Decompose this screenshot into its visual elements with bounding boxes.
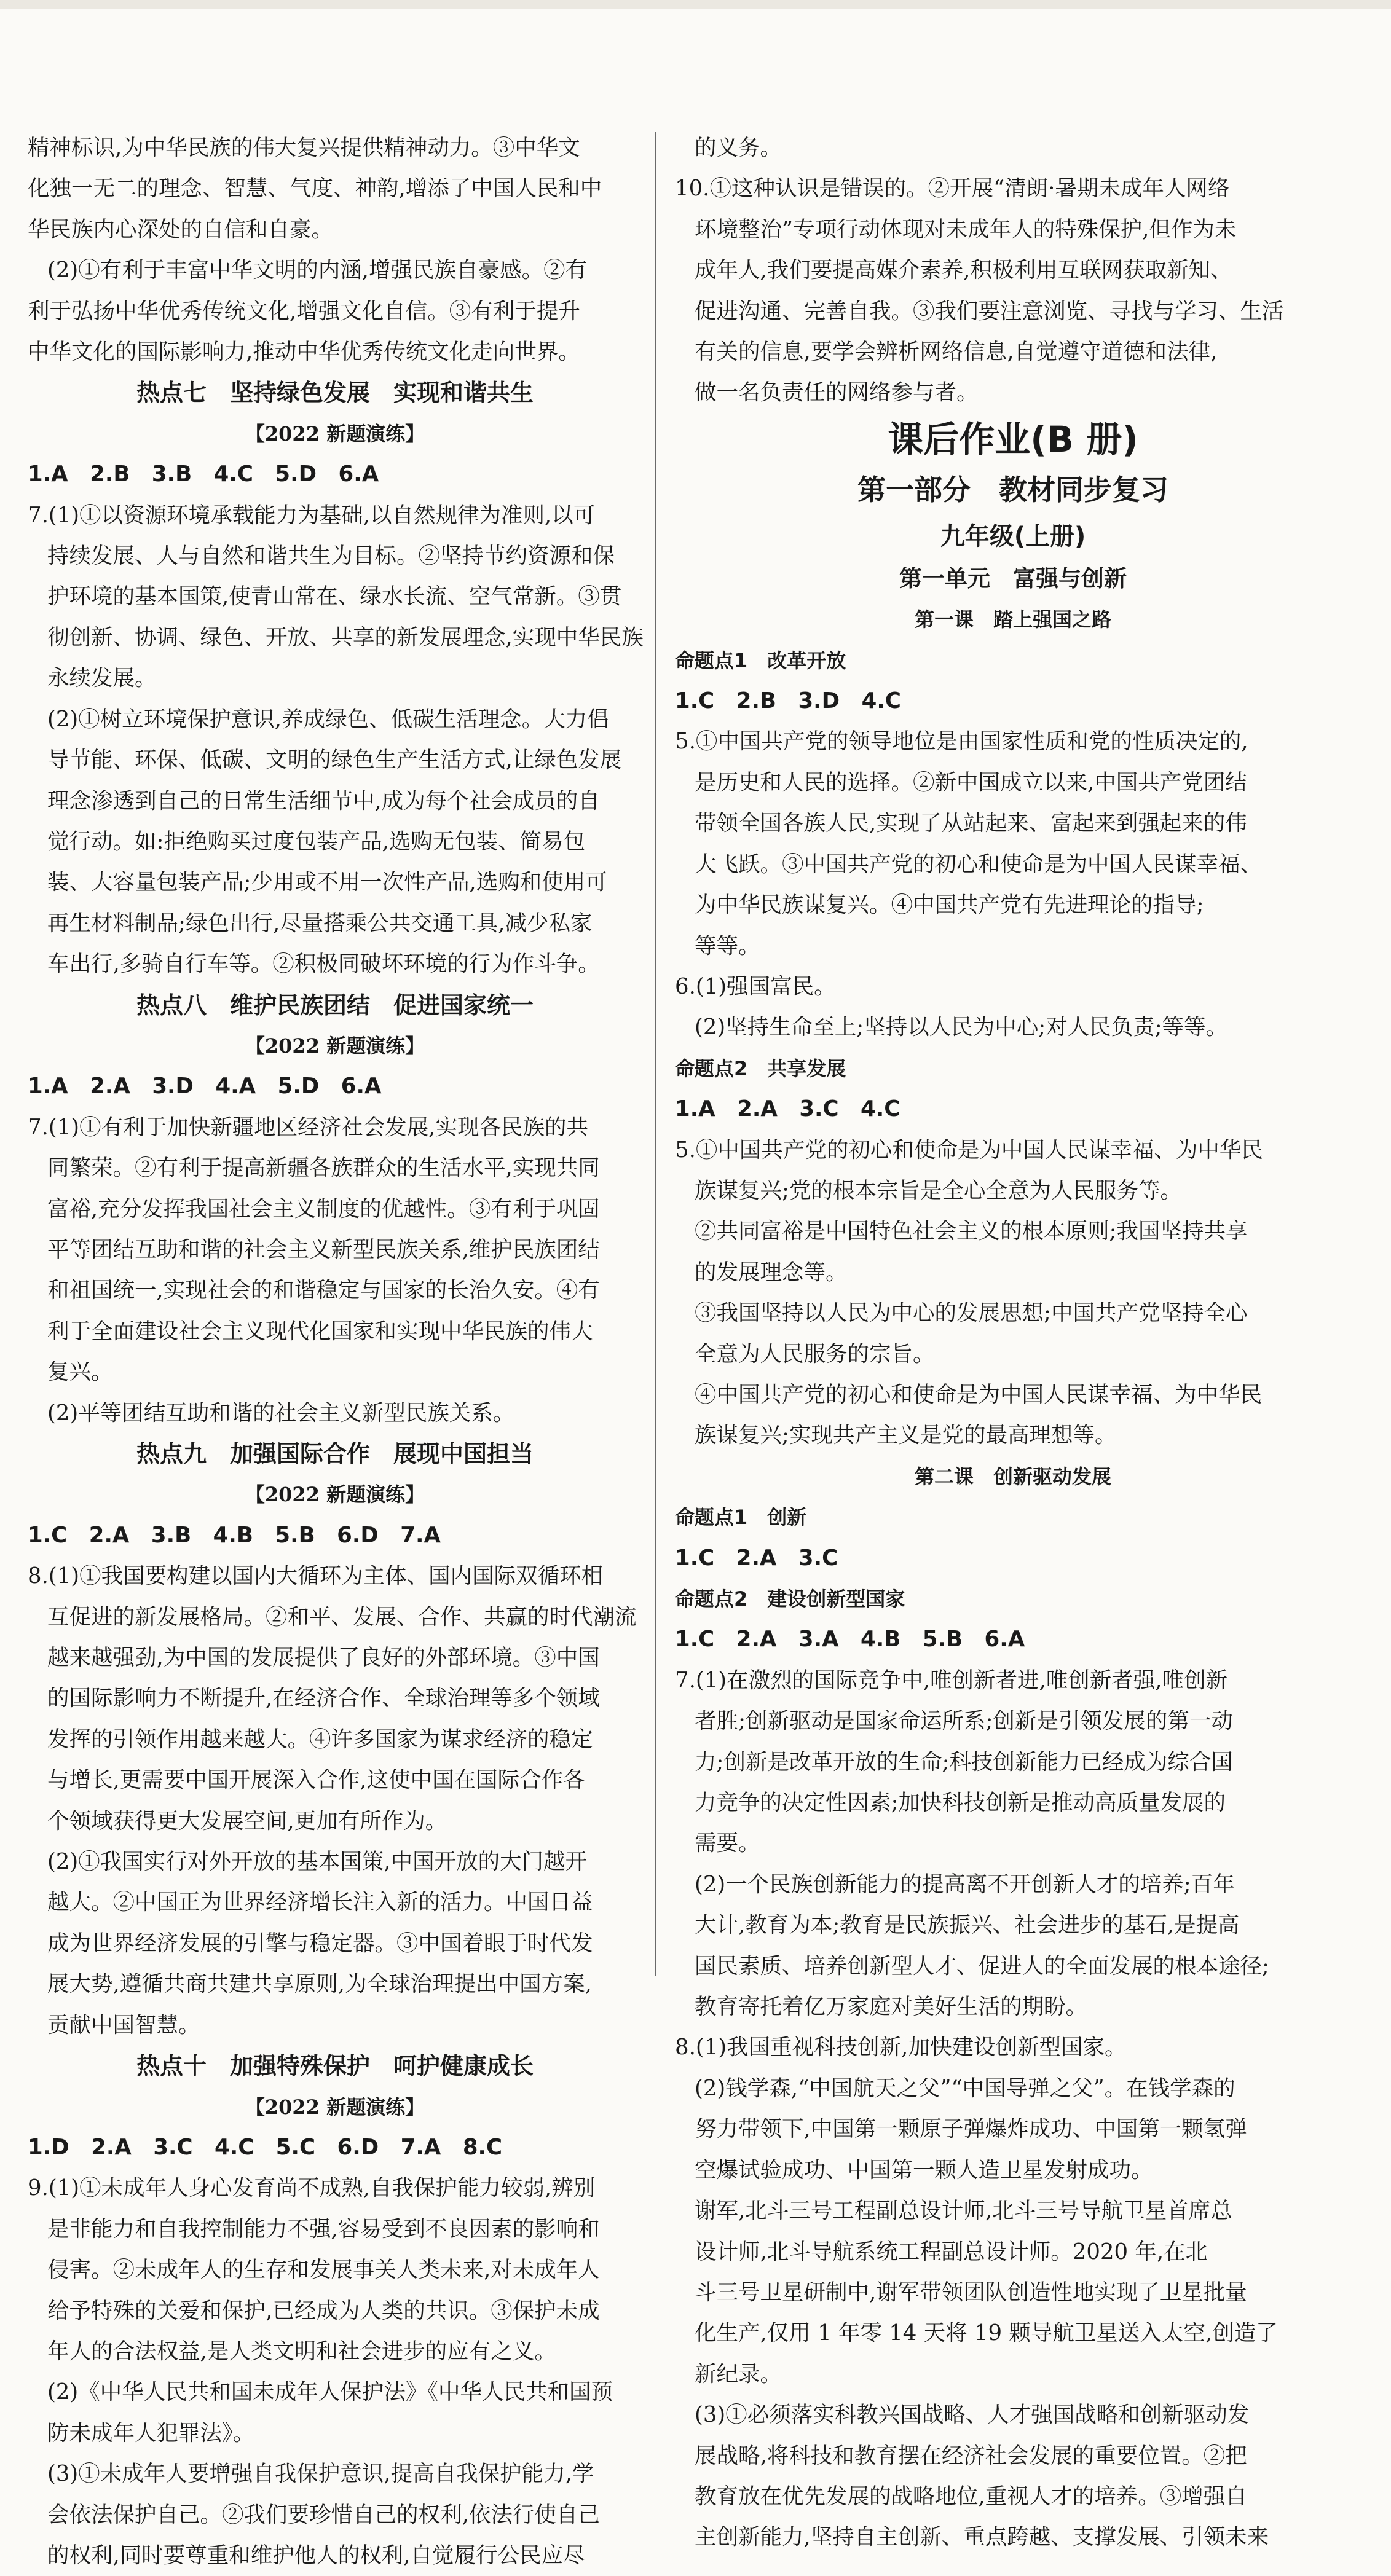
text-line: 国民素质、培养创新型人才、促进人的全面发展的根本途径; bbox=[695, 1953, 1269, 1979]
text-line: 斗三号卫星研制中,谢军带领团队创造性地实现了卫星批量 bbox=[695, 2279, 1247, 2305]
answer-key-line: 1.A 2.B 3.B 4.C 5.D 6.A bbox=[28, 461, 379, 487]
unit-heading: 第一单元 富强与创新 bbox=[899, 565, 1127, 592]
text-line: 中华文化的国际影响力,推动中华优秀传统文化走向世界。 bbox=[28, 339, 580, 365]
topic-point-heading: 命题点2 建设创新型国家 bbox=[675, 1587, 905, 1611]
text-line: 7.(1)在激烈的国际竞争中,唯创新者进,唯创新者强,唯创新 bbox=[675, 1667, 1228, 1693]
text-line: 需要。 bbox=[695, 1831, 760, 1856]
text-line: 越大。②中国正为世界经济增长注入新的活力。中国日益 bbox=[47, 1890, 593, 1915]
answer-key-line: 1.C 2.B 3.D 4.C bbox=[675, 688, 901, 714]
text-line: 是历史和人民的选择。②新中国成立以来,中国共产党团结 bbox=[695, 769, 1247, 795]
text-line: ②共同富裕是中国特色社会主义的根本原则;我国坚持共享 bbox=[695, 1219, 1248, 1244]
text-line: 8.(1)我国重视科技创新,加快建设创新型国家。 bbox=[675, 2035, 1127, 2060]
drill-label: 【2022 新题演练】 bbox=[245, 422, 425, 446]
text-line: ④中国共产党的初心和使命是为中国人民谋幸福、为中华民 bbox=[695, 1381, 1263, 1407]
text-line: 成为世界经济发展的引擎与稳定器。③中国着眼于时代发 bbox=[47, 1930, 593, 1956]
text-line: 会依法保护自己。②我们要珍惜自己的权利,依法行使自己 bbox=[47, 2502, 600, 2527]
text-line: 的义务。 bbox=[695, 135, 782, 160]
text-line: 成年人,我们要提高媒介素养,积极利用互联网获取新知、 bbox=[695, 257, 1232, 283]
text-line: 展大势,遵循共商共建共享原则,为全球治理提出中国方案, bbox=[47, 1971, 592, 1997]
text-line: 持续发展、人与自然和谐共生为目标。②坚持节约资源和保 bbox=[47, 543, 615, 569]
text-line: (2)平等团结互助和谐的社会主义新型民族关系。 bbox=[47, 1400, 515, 1426]
text-line: 导节能、环保、低碳、文明的绿色生产生活方式,让绿色发展 bbox=[47, 747, 622, 773]
text-line: 9.(1)①未成年人身心发育尚不成熟,自我保护能力较弱,辨别 bbox=[28, 2175, 596, 2201]
text-line: 富裕,充分发挥我国社会主义制度的优越性。③有利于巩固 bbox=[47, 1196, 600, 1222]
right-column bbox=[675, 128, 1351, 2558]
text-line: 利于全面建设社会主义现代化国家和实现中华民族的伟大 bbox=[47, 1318, 593, 1344]
answer-key-line: 1.D 2.A 3.C 4.C 5.C 6.D 7.A 8.C bbox=[28, 2134, 503, 2160]
lesson-heading: 第一课 踏上强国之路 bbox=[914, 608, 1111, 632]
text-line: 发挥的引领作用越来越大。④许多国家为谋求经济的稳定 bbox=[47, 1726, 593, 1752]
text-line: 空爆试验成功、中国第一颗人造卫星发射成功。 bbox=[695, 2157, 1153, 2183]
text-line: 谢军,北斗三号工程副总设计师,北斗三号导航卫星首席总 bbox=[695, 2198, 1232, 2224]
book-title: 课后作业(B 册) bbox=[888, 418, 1138, 460]
text-line: 大飞跃。③中国共产党的初心和使命是为中国人民谋幸福、 bbox=[695, 851, 1263, 877]
answer-key-line: 1.C 2.A 3.C bbox=[675, 1545, 838, 1571]
text-line: 化生产,仅用 1 年零 14 天将 19 颗导航卫星送入太空,创造了 bbox=[695, 2320, 1278, 2346]
text-line: 族谋复兴;党的根本宗旨是全心全意为人民服务等。 bbox=[695, 1177, 1182, 1203]
drill-label: 【2022 新题演练】 bbox=[245, 1034, 425, 1058]
text-line: 觉行动。如:拒绝购买过度包装产品,选购无包装、简易包 bbox=[47, 828, 586, 854]
text-line: 护环境的基本国策,使青山常在、绿水长流、空气常新。③贯 bbox=[47, 584, 622, 610]
lesson-heading: 第二课 创新驱动发展 bbox=[914, 1464, 1111, 1488]
column-divider bbox=[655, 132, 656, 1976]
text-line: 精神标识,为中华民族的伟大复兴提供精神动力。③中华文 bbox=[28, 135, 580, 160]
text-line: 个领域获得更大发展空间,更加有所作为。 bbox=[47, 1808, 447, 1834]
text-line: (3)①必须落实科教兴国战略、人才强国战略和创新驱动发 bbox=[695, 2402, 1250, 2428]
text-line: 与增长,更需要中国开展深入合作,这使中国在国际合作各 bbox=[47, 1767, 585, 1793]
text-line: 促进沟通、完善自我。③我们要注意浏览、寻找与学习、生活 bbox=[695, 298, 1284, 324]
text-line: 10.①这种认识是错误的。②开展“清朗·暑期未成年人网络 bbox=[675, 176, 1230, 202]
text-line: 环境整治”专项行动体现对未成年人的特殊保护,但作为未 bbox=[695, 216, 1237, 242]
text-line: 平等团结互助和谐的社会主义新型民族关系,维护民族团结 bbox=[47, 1236, 600, 1262]
text-line: 展战略,将科技和教育摆在经济社会发展的重要位置。②把 bbox=[695, 2443, 1247, 2468]
hotspot-heading: 热点九 加强国际合作 展现中国担当 bbox=[136, 1440, 534, 1467]
text-line: 贡献中国智慧。 bbox=[47, 2012, 200, 2038]
text-line: 化独一无二的理念、智慧、气度、神韵,增添了中国人民和中 bbox=[28, 176, 602, 202]
text-line: 再生材料制品;绿色出行,尽量搭乘公共交通工具,减少私家 bbox=[47, 910, 593, 936]
text-line: 的权利,同时要尊重和维护他人的权利,自觉履行公民应尽 bbox=[47, 2542, 585, 2568]
answer-key-line: 1.C 2.A 3.B 4.B 5.B 6.D 7.A bbox=[28, 1522, 441, 1548]
text-line: 越来越强劲,为中国的发展提供了良好的外部环境。③中国 bbox=[47, 1645, 600, 1671]
text-line: 互促进的新发展格局。②和平、发展、合作、共赢的时代潮流 bbox=[47, 1604, 637, 1630]
text-line: 努力带领下,中国第一颗原子弹爆炸成功、中国第一颗氢弹 bbox=[695, 2116, 1247, 2142]
drill-label: 【2022 新题演练】 bbox=[245, 1483, 425, 1507]
text-line: 同繁荣。②有利于提高新疆各族群众的生活水平,实现共同 bbox=[47, 1155, 600, 1181]
text-line: 防未成年人犯罪法》。 bbox=[47, 2420, 255, 2446]
text-line: 理念渗透到自己的日常生活细节中,成为每个社会成员的自 bbox=[47, 788, 600, 814]
grade-heading: 九年级(上册) bbox=[940, 522, 1086, 551]
text-line: (2)①我国实行对外开放的基本国策,中国开放的大门越开 bbox=[47, 1849, 588, 1875]
text-line: 5.①中国共产党的初心和使命是为中国人民谋幸福、为中华民 bbox=[675, 1137, 1263, 1163]
text-line: (2)①树立环境保护意识,养成绿色、低碳生活理念。大力倡 bbox=[47, 706, 609, 732]
text-line: 新纪录。 bbox=[695, 2361, 782, 2387]
text-line: 力;创新是改革开放的生命;科技创新能力已经成为综合国 bbox=[695, 1749, 1233, 1775]
text-line: 5.①中国共产党的领导地位是由国家性质和党的性质决定的, bbox=[675, 729, 1248, 755]
text-line: 8.(1)①我国要构建以国内大循环为主体、国内国际双循环相 bbox=[28, 1563, 604, 1589]
text-line: (3)①未成年人要增强自我保护意识,提高自我保护能力,学 bbox=[47, 2461, 594, 2487]
text-line: 彻创新、协调、绿色、开放、共享的新发展理念,实现中华民族 bbox=[47, 624, 644, 650]
part-heading: 第一部分 教材同步复习 bbox=[857, 473, 1168, 506]
text-line: 大计,教育为本;教育是民族振兴、社会进步的基石,是提高 bbox=[695, 1912, 1240, 1938]
answer-key-line: 1.C 2.A 3.A 4.B 5.B 6.A bbox=[675, 1627, 1025, 1652]
drill-label: 【2022 新题演练】 bbox=[245, 2095, 425, 2119]
topic-point-heading: 命题点1 创新 bbox=[675, 1506, 807, 1530]
text-line: 设计师,北斗导航系统工程副总设计师。2020 年,在北 bbox=[695, 2239, 1208, 2264]
text-line: 有关的信息,要学会辨析网络信息,自觉遵守道德和法律, bbox=[695, 339, 1218, 365]
text-line: 族谋复兴;实现共产主义是党的最高理想等。 bbox=[695, 1423, 1117, 1448]
text-line: 力竞争的决定性因素;加快科技创新是推动高质量发展的 bbox=[695, 1790, 1226, 1816]
text-line: 侵害。②未成年人的生存和发展事关人类未来,对未成年人 bbox=[47, 2257, 600, 2283]
text-line: 华民族内心深处的自信和自豪。 bbox=[28, 216, 334, 242]
text-line: 的发展理念等。 bbox=[695, 1259, 848, 1285]
text-line: 6.(1)强国富民。 bbox=[675, 973, 836, 999]
text-line: (2)一个民族创新能力的提高离不开创新人才的培养;百年 bbox=[695, 1871, 1235, 1897]
text-line: 装、大容量包装产品;少用或不用一次性产品,选购和使用可 bbox=[47, 870, 607, 895]
text-line: 利于弘扬中华优秀传统文化,增强文化自信。③有利于提升 bbox=[28, 298, 580, 324]
text-line: 和祖国统一,实现社会的和谐稳定与国家的长治久安。④有 bbox=[47, 1278, 600, 1303]
text-line: 为中华民族谋复兴。④中国共产党有先进理论的指导; bbox=[695, 892, 1204, 918]
hotspot-heading: 热点七 坚持绿色发展 实现和谐共生 bbox=[136, 379, 534, 407]
left-column bbox=[28, 128, 642, 2576]
text-line: 永续发展。 bbox=[47, 666, 157, 691]
text-line: 做一名负责任的网络参与者。 bbox=[695, 380, 979, 406]
page-top-edge bbox=[0, 0, 1391, 9]
text-line: 是非能力和自我控制能力不强,容易受到不良因素的影响和 bbox=[47, 2216, 600, 2242]
text-line: (2)钱学森,“中国航天之父”“中国导弹之父”。在钱学森的 bbox=[695, 2075, 1235, 2101]
text-line: (2)①有利于丰富中华文明的内涵,增强民族自豪感。②有 bbox=[47, 257, 588, 283]
hotspot-heading: 热点十 加强特殊保护 呵护健康成长 bbox=[136, 2052, 534, 2080]
text-line: (2)《中华人民共和国未成年人保护法》《中华人民共和国预 bbox=[47, 2379, 613, 2405]
text-line: 7.(1)①以资源环境承载能力为基础,以自然规律为准则,以可 bbox=[28, 502, 596, 528]
text-line: (2)坚持生命至上;坚持以人民为中心;对人民负责;等等。 bbox=[695, 1015, 1228, 1040]
text-line: 等等。 bbox=[695, 933, 760, 959]
text-line: 者胜;创新驱动是国家命运所系;创新是引领发展的第一动 bbox=[695, 1708, 1233, 1734]
text-line: 给予特殊的关爱和保护,已经成为人类的共识。③保护未成 bbox=[47, 2298, 600, 2323]
text-line: 7.(1)①有利于加快新疆地区经济社会发展,实现各民族的共 bbox=[28, 1114, 588, 1140]
topic-point-heading: 命题点1 改革开放 bbox=[675, 648, 846, 672]
text-line: 复兴。 bbox=[47, 1359, 113, 1385]
topic-point-heading: 命题点2 共享发展 bbox=[675, 1056, 846, 1080]
text-line: 主创新能力,坚持自主创新、重点跨越、支撑发展、引领未来 bbox=[695, 2524, 1269, 2550]
text-line: 全意为人民服务的宗旨。 bbox=[695, 1341, 935, 1367]
text-line: 带领全国各族人民,实现了从站起来、富起来到强起来的伟 bbox=[695, 811, 1247, 836]
answer-key-line: 1.A 2.A 3.D 4.A 5.D 6.A bbox=[28, 1074, 382, 1099]
text-line: ③我国坚持以人民为中心的发展思想;中国共产党坚持全心 bbox=[695, 1300, 1248, 1326]
text-line: 车出行,多骑自行车等。②积极同破坏环境的行为作斗争。 bbox=[47, 951, 600, 977]
text-line: 年人的合法权益,是人类文明和社会进步的应有之义。 bbox=[47, 2338, 556, 2364]
text-line: 教育放在优先发展的战略地位,重视人才的培养。③增强自 bbox=[695, 2483, 1247, 2509]
hotspot-heading: 热点八 维护民族团结 促进国家统一 bbox=[136, 991, 534, 1019]
answer-key-line: 1.A 2.A 3.C 4.C bbox=[675, 1096, 900, 1122]
text-line: 教育寄托着亿万家庭对美好生活的期盼。 bbox=[695, 1994, 1088, 2020]
text-line: 的国际影响力不断提升,在经济合作、全球治理等多个领域 bbox=[47, 1686, 600, 1711]
